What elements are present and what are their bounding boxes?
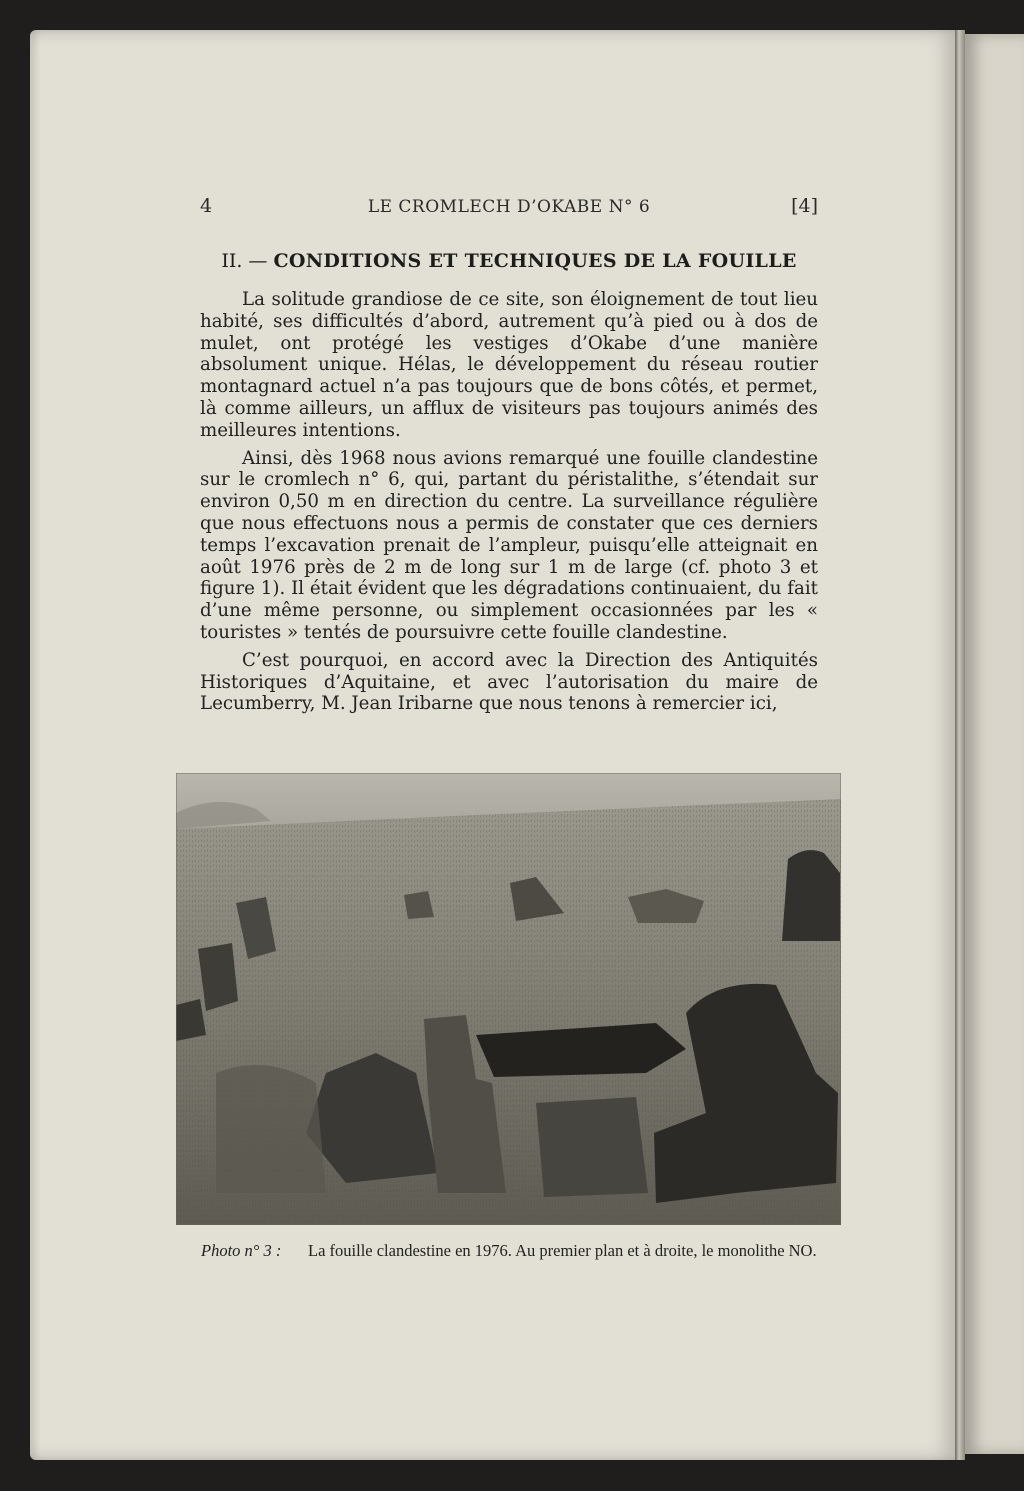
photo-illustration xyxy=(176,773,841,1225)
body-text xyxy=(200,289,818,721)
section-number: II. — xyxy=(221,250,268,272)
paragraph: Ainsi, dès 1968 nous avions remarqué une fouille clandestine sur le cromlech n° 6, qui, partant du péristalithe, s’étendait sur environ 0,50 m en direction du centre. La surveillance régulière que nous effectuons nous a permis de constater que ces derniers temps l’excavation prenait de l’ampleur, puisqu’elle atteignait en août 1976 près de 2 m de long sur 1 m de large (cf. photo 3 et figure 1). Il était évident que les dégradations continuaient, du fait d’une même personne, ou simplement occasionnées par les « touristes » tentés de poursuivre cette fouille clandestine. xyxy=(200,447,818,643)
paragraph: La solitude grandiose de ce site, son éloignement de tout lieu habité, ses difficultés d’abord, autrement qu’à pied ou à dos de mulet, ont protégé les vestiges d’Okabe d’une manière absolument unique. Hélas, le développement du réseau routier montagnard actuel n’a pas toujours que de bons côtés, et permet, là comme ailleurs, un afflux de visiteurs pas toujours animés des meilleures intentions. xyxy=(200,289,818,441)
photo-excavation xyxy=(176,773,841,1225)
running-title: LE CROMLECH D’OKABE N° 6 xyxy=(367,197,651,217)
photo-caption xyxy=(201,1241,833,1260)
bracket-page-number: [4] xyxy=(791,195,818,217)
section-heading xyxy=(200,250,818,272)
page-number: 4 xyxy=(200,195,213,217)
section-title: CONDITIONS ET TECHNIQUES DE LA FOUILLE xyxy=(273,250,797,272)
facing-page-edge xyxy=(965,34,1024,1454)
caption-text: La fouille clandestine en 1976. Au premier plan et à droite, le monolithe NO. xyxy=(308,1241,817,1260)
book-spine xyxy=(955,30,965,1460)
paragraph: C’est pourquoi, en accord avec la Direction des Antiquités Historiques d’Aquitaine, et avec l’autorisation du maire de Lecumberry, M. Jean Iribarne que nous tenons à remercier ici, xyxy=(200,649,818,715)
running-head xyxy=(200,193,818,223)
caption-label: Photo n° 3 : xyxy=(201,1241,282,1260)
